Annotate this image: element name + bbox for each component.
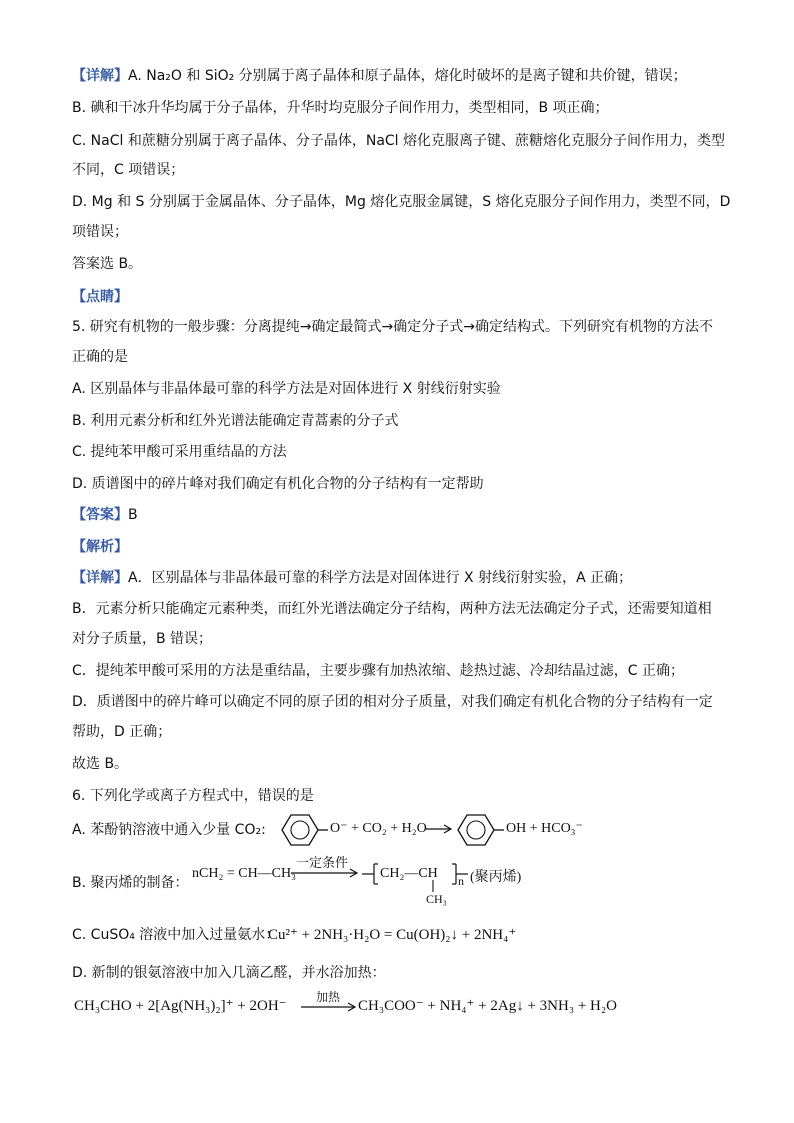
q6-stem: 6. 下列化学或离子方程式中，错误的是 [72,788,314,804]
q4-detail-c-1: C. NaCl 和蔗糖分别属于离子晶体、分子晶体，NaCl 熔化克服离子键、蔗糖熔化克服分子间作用力，类型 [72,133,726,149]
q4-detail-d-1: D. Mg 和 S 分别属于金属晶体、分子晶体，Mg 熔化克服金属键，S 熔化克服分子间作用力，类型不同，D [72,194,731,210]
detail-tag: 【详解】 [72,570,128,586]
q5-detail-a [72,568,632,588]
q4-detail-a-text: A. Na₂O 和 SiO₂ 分别属于离子晶体和原子晶体，熔化时破坏的是离子键和共价键，错误； [128,68,687,84]
benzene-ring-right [446,810,506,850]
reaction-arrow [290,866,360,880]
q5-stem-2: 正确的是 [72,349,128,365]
q5-option-d: D. 质谱图中的碎片峰对我们确定有机化合物的分子结构有一定帮助 [72,476,484,492]
q6-option-b-n: n [458,874,464,888]
q5-detail-d-1: D．质谱图中的碎片峰可以确定不同的原子团的相对分子质量，对我们确定有机化合物的分子结构有一定 [72,694,713,710]
q5-detail-c: C．提纯苯甲酸可采用的方法是重结晶，主要步骤有加热浓缩、趁热过滤、冷却结晶过滤，C 正确； [72,663,684,679]
q5-option-a: A. 区别晶体与非晶体最可靠的科学方法是对固体进行 X 射线衍射实验 [72,381,501,397]
q4-detail-c-2: 不同，C 项错误； [72,162,185,178]
q6-option-d-condition: 加热 [316,990,341,1004]
q5-option-c: C. 提纯苯甲酸可采用重结晶的方法 [72,444,287,460]
q4-detail-d-2: 项错误； [72,224,128,240]
reaction-arrow [300,1000,358,1014]
q5-option-b: B. 利用元素分析和红外光谱法能确定青蒿素的分子式 [72,413,399,429]
q5-detail-b-2: 对分子质量，B 错误； [72,631,213,647]
q6-option-b-note: (聚丙烯) [470,870,522,885]
q5-detail-a-text: A．区别晶体与非晶体最可靠的科学方法是对固体进行 X 射线衍射实验，A 正确； [128,570,633,586]
q6-option-d-label: D. 新制的银氨溶液中加入几滴乙醛，并水浴加热： [72,965,386,981]
detail-tag: 【详解】 [72,68,128,84]
q4-detail-b: B. 碘和干冰升华均属于分子晶体，升华时均克服分子间作用力，类型相同，B 项正确； [72,100,609,116]
q6-option-d-left: CH₃CHO + 2[Ag(NH₃)₂]⁺ + 2OH⁻ [74,998,287,1014]
q5-stem-1: 5. 研究有机物的一般步骤：分离提纯→确定最简式→确定分子式→确定结构式。下列研究有机物的方法不 [72,319,713,335]
q4-detail-a [72,66,687,86]
q5-conclusion: 故选 B。 [72,756,129,772]
q6-option-b-condition: 一定条件 [296,855,349,870]
q6-option-b-reactant: nCH₂ = CH—CH₃ [192,866,297,881]
q6-option-a-eq-right: OH + HCO₃⁻ [506,821,583,836]
q5-detail-b-1: B．元素分析只能确定元素种类，而红外光谱法确定分子结构，两种方法无法确定分子式，还需要知道相 [72,601,712,617]
q6-option-a-eq-mid: O⁻ + CO₂ + H₂O [330,821,427,836]
q6-option-b-product-main: CH₂—CH [380,866,438,881]
q6-option-b-label: B. 聚丙烯的制备： [72,875,189,891]
q5-detail-d-2: 帮助，D 正确； [72,724,172,740]
answer-value: B [128,507,138,523]
q4-answer: 答案选 B。 [72,256,143,272]
q6-option-c-eq: Cu²⁺ + 2NH₃·H₂O = Cu(OH)₂↓ + 2NH₄⁺ [268,927,517,943]
q6-option-b-product-branch: CH₃ [426,892,447,906]
answer-tag: 【答案】 [72,507,128,523]
q6-option-d-right: CH₃COO⁻ + NH₄⁺ + 2Ag↓ + 3NH₃ + H₂O [358,998,617,1014]
analysis-tag: 【解析】 [72,539,128,555]
benzene-ring-left [270,810,330,850]
q6-option-c-label: C. CuSO₄ 溶液中加入过量氨水： [72,927,280,943]
comment-tag: 【点睛】 [72,289,128,305]
q6-option-a-label: A. 苯酚钠溶液中通入少量 CO₂: [72,822,266,838]
q5-answer [72,505,138,525]
